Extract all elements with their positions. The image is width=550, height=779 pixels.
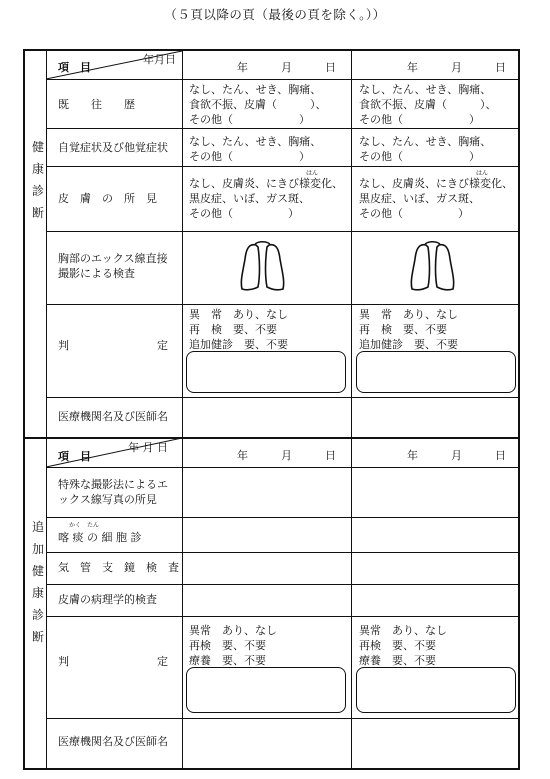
- bronchoscopy-label: 気 管 支 鏡 検 査: [58, 561, 179, 574]
- row-divider: [46, 616, 520, 617]
- skin-findings-value-2[interactable]: なし、皮膚炎、にきび様変化、 黒皮症、いぼ、ガス斑、 その他（ ）: [359, 177, 513, 220]
- judgment-value-1[interactable]: 異 常 あり、なし 再 検 要、不要 追加健診 要、不要: [189, 308, 288, 351]
- header-item-label: 項 目: [58, 61, 91, 74]
- judgment-remarks-box-1[interactable]: [186, 351, 346, 393]
- chest-xray-label: 胸部のエックス線直接 撮影による検査: [58, 252, 168, 280]
- exam-date-2[interactable]: 年 月 日: [407, 61, 506, 74]
- skin-findings-value-1[interactable]: なし、皮膚炎、にきび様変化、 黒皮症、いぼ、ガス斑、 その他（ ）: [189, 177, 343, 220]
- additional-exam-date-1[interactable]: 年 月 日: [237, 449, 336, 462]
- header-date-label: 年月日: [143, 53, 176, 66]
- row-divider: [46, 166, 520, 167]
- judgment-label: 判 定: [58, 339, 168, 352]
- skin-findings-label: 皮 膚 の 所 見: [58, 192, 157, 205]
- special-xray-label: 特殊な撮影法によるエ ックス線写真の所見: [58, 478, 168, 506]
- additional-remarks-box-1[interactable]: [186, 667, 346, 713]
- row-divider: [46, 231, 520, 232]
- symptoms-value-1[interactable]: なし、たん、せき、胸痛、 その他（ ）: [189, 135, 322, 163]
- row-divider: [46, 584, 520, 585]
- additional-header-item-label: 項 目: [58, 450, 91, 463]
- label-column-divider: [182, 51, 183, 768]
- section-health-label: 健康診断: [31, 140, 44, 220]
- additional-exam-date-2[interactable]: 年 月 日: [407, 449, 506, 462]
- row-divider: [46, 79, 520, 80]
- row-divider: [46, 467, 520, 468]
- exam-date-1[interactable]: 年 月 日: [237, 61, 336, 74]
- lungs-diagram-icon: [408, 241, 458, 293]
- row-divider: [46, 128, 520, 129]
- additional-header-date-label: 年 月 日: [128, 441, 168, 454]
- skin-ruby-1: はん: [306, 170, 319, 177]
- additional-judgment-value-2[interactable]: 異常 あり、なし 再検 要、不要 療養 要、不要: [359, 624, 447, 667]
- row-divider: [46, 517, 520, 518]
- row-divider: [46, 718, 520, 719]
- section-additional-label: 追加健康診断: [31, 520, 44, 644]
- skin-ruby-2: はん: [476, 170, 489, 177]
- additional-judgment-label: 判 定: [58, 655, 168, 668]
- symptoms-label: 自覚症状及び他覚症状: [58, 141, 168, 154]
- additional-judgment-value-1[interactable]: 異常 あり、なし 再検 要、不要 療養 要、不要: [189, 624, 277, 667]
- page-title: （５頁以降の頁（最後の頁を除く。））: [164, 7, 386, 22]
- judgment-value-2[interactable]: 異 常 あり、なし 再 検 要、不要 追加健診 要、不要: [359, 308, 458, 351]
- institution-label: 医療機関名及び医師名: [58, 410, 168, 423]
- lungs-diagram-icon: [238, 241, 288, 293]
- history-label: 既 往 歴: [58, 98, 135, 111]
- value-column-divider: [351, 51, 352, 768]
- skin-pathology-label: 皮膚の病理学的検査: [58, 593, 157, 606]
- section-column-divider: [46, 51, 47, 768]
- history-value-1[interactable]: なし、たん、せき、胸痛、 食欲不振、皮膚（ ）、 その他（ ）: [189, 83, 327, 126]
- sputum-ruby: かく たん: [69, 522, 100, 529]
- judgment-remarks-box-2[interactable]: [356, 351, 516, 393]
- row-divider: [46, 304, 520, 305]
- symptoms-value-2[interactable]: なし、たん、せき、胸痛、 その他（ ）: [359, 135, 492, 163]
- additional-institution-label: 医療機関名及び医師名: [58, 735, 168, 748]
- history-value-2[interactable]: なし、たん、せき、胸痛、 食欲不振、皮膚（ ）、 その他（ ）: [359, 83, 497, 126]
- health-examination-form: [23, 49, 520, 770]
- row-divider: [46, 397, 520, 398]
- additional-remarks-box-2[interactable]: [356, 667, 516, 713]
- row-divider: [46, 552, 520, 553]
- sputum-cytology-label: 喀 痰 の 細 胞 診: [58, 531, 142, 544]
